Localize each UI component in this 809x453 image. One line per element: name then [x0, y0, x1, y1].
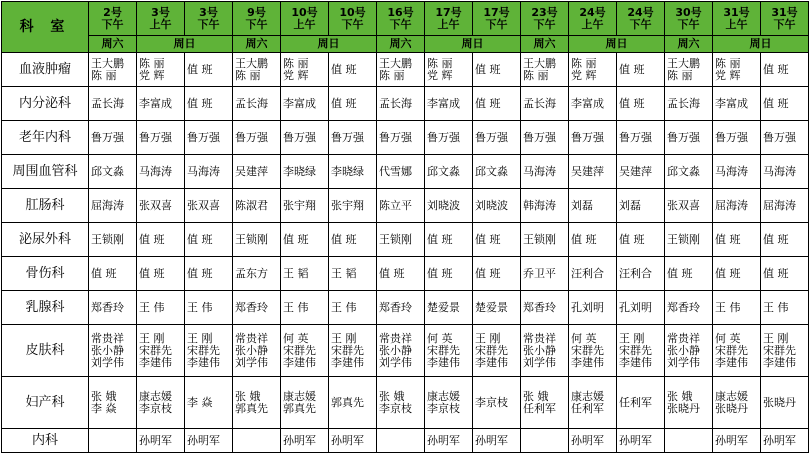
- schedule-cell: 康志媛 张晓丹: [713, 377, 761, 429]
- schedule-cell: [521, 429, 569, 453]
- schedule-cell: 孙明军: [569, 429, 617, 453]
- schedule-cell: 值 班: [329, 223, 377, 257]
- schedule-cell: [665, 429, 713, 453]
- schedule-cell: 鲁万强: [569, 121, 617, 155]
- schedule-cell: 邱文淼: [665, 155, 713, 189]
- schedule-cell: 值 班: [473, 257, 521, 291]
- schedule-cell: 值 班: [185, 223, 233, 257]
- schedule-cell: 鲁万强: [521, 121, 569, 155]
- schedule-cell: 王 刚 宋群先 李建伟: [617, 325, 665, 377]
- corner-header: 科 室: [2, 2, 89, 53]
- schedule-cell: 常贵祥 张小静 刘学伟: [377, 325, 425, 377]
- schedule-cell: 常贵祥 张小静 刘学伟: [233, 325, 281, 377]
- weekday-header: 周日: [281, 36, 377, 53]
- schedule-cell: 鲁万强: [377, 121, 425, 155]
- schedule-cell: 张宇翔: [281, 189, 329, 223]
- schedule-cell: 邱文淼: [473, 155, 521, 189]
- department-name: 妇产科: [2, 377, 89, 429]
- schedule-cell: 孙明军: [137, 429, 185, 453]
- duty-schedule-table: [1, 1, 809, 453]
- schedule-cell: 孙明军: [473, 429, 521, 453]
- schedule-cell: 鲁万强: [761, 121, 809, 155]
- schedule-cell: 孟长海: [233, 87, 281, 121]
- schedule-cell: 李晓绿: [329, 155, 377, 189]
- schedule-cell: 王大鹏 陈 丽: [377, 53, 425, 87]
- schedule-cell: 值 班: [761, 257, 809, 291]
- schedule-cell: 吴建萍: [569, 155, 617, 189]
- schedule-cell: 孙明军: [761, 429, 809, 453]
- schedule-cell: 何 英 宋群先 李建伟: [713, 325, 761, 377]
- schedule-cell: 郑香玲: [521, 291, 569, 325]
- department-name: 内分泌科: [2, 87, 89, 121]
- schedule-cell: 李富成: [713, 87, 761, 121]
- schedule-cell: 汪利合: [617, 257, 665, 291]
- schedule-cell: 值 班: [377, 257, 425, 291]
- department-name: 老年内科: [2, 121, 89, 155]
- slot-header: 10号 上午: [281, 2, 329, 36]
- schedule-cell: 王锁刚: [233, 223, 281, 257]
- weekday-header: 周六: [665, 36, 713, 53]
- schedule-cell: 楚爱景: [473, 291, 521, 325]
- slot-header: 2号 下午: [89, 2, 137, 36]
- schedule-cell: 张 娥 李京枝: [377, 377, 425, 429]
- schedule-cell: 陈淑君: [233, 189, 281, 223]
- slot-header: 24号 上午: [569, 2, 617, 36]
- slot-header: 31号 下午: [761, 2, 809, 36]
- schedule-cell: 王锁刚: [521, 223, 569, 257]
- schedule-cell: 王锁刚: [665, 223, 713, 257]
- schedule-cell: 陈 丽 党 辉: [425, 53, 473, 87]
- weekday-header: 周日: [569, 36, 665, 53]
- schedule-cell: 鲁万强: [137, 121, 185, 155]
- schedule-cell: 张晓丹: [761, 377, 809, 429]
- schedule-cell: 鲁万强: [329, 121, 377, 155]
- schedule-cell: 张双喜: [665, 189, 713, 223]
- schedule-cell: 孙明军: [281, 429, 329, 453]
- schedule-cell: 张双喜: [185, 189, 233, 223]
- schedule-cell: 常贵祥 张小静 刘学伟: [665, 325, 713, 377]
- department-name: 周围血管科: [2, 155, 89, 189]
- schedule-cell: 孟长海: [521, 87, 569, 121]
- schedule-cell: 马海涛: [713, 155, 761, 189]
- schedule-cell: 邱文淼: [89, 155, 137, 189]
- department-row: [2, 429, 809, 453]
- schedule-cell: 李 焱: [185, 377, 233, 429]
- department-name: 泌尿外科: [2, 223, 89, 257]
- schedule-cell: 鲁万强: [89, 121, 137, 155]
- schedule-cell: 马海涛: [185, 155, 233, 189]
- schedule-cell: 郑香玲: [233, 291, 281, 325]
- schedule-cell: 孟长海: [665, 87, 713, 121]
- schedule-cell: [377, 429, 425, 453]
- schedule-cell: 王 伟: [761, 291, 809, 325]
- schedule-cell: 张 娥 任利军: [521, 377, 569, 429]
- department-name: 骨伤科: [2, 257, 89, 291]
- schedule-cell: 何 英 宋群先 李建伟: [281, 325, 329, 377]
- schedule-cell: 代雪娜: [377, 155, 425, 189]
- schedule-cell: 屈海涛: [761, 189, 809, 223]
- schedule-cell: 马海涛: [761, 155, 809, 189]
- schedule-cell: 孙明军: [425, 429, 473, 453]
- schedule-cell: 鲁万强: [233, 121, 281, 155]
- schedule-cell: 吴建萍: [233, 155, 281, 189]
- schedule-cell: 值 班: [761, 53, 809, 87]
- schedule-cell: 鲁万强: [425, 121, 473, 155]
- schedule-cell: 马海涛: [521, 155, 569, 189]
- schedule-cell: 任利军: [617, 377, 665, 429]
- department-row: [2, 325, 809, 377]
- schedule-cell: 值 班: [425, 257, 473, 291]
- schedule-cell: 王 韬: [281, 257, 329, 291]
- weekday-header: 周六: [521, 36, 569, 53]
- header-row-weekdays: [2, 36, 809, 53]
- schedule-cell: 王 伟: [281, 291, 329, 325]
- schedule-cell: 邱文淼: [425, 155, 473, 189]
- schedule-cell: [89, 429, 137, 453]
- department-row: [2, 189, 809, 223]
- schedule-cell: 张 娥 郭真先: [233, 377, 281, 429]
- schedule-cell: 值 班: [185, 53, 233, 87]
- schedule-cell: 值 班: [569, 223, 617, 257]
- schedule-cell: 李晓绿: [281, 155, 329, 189]
- schedule-cell: 值 班: [617, 53, 665, 87]
- schedule-cell: 王 伟: [137, 291, 185, 325]
- schedule-cell: 王 伟: [713, 291, 761, 325]
- schedule-cell: 郭真先: [329, 377, 377, 429]
- slot-header: 9号 下午: [233, 2, 281, 36]
- schedule-cell: 陈 丽 党 辉: [137, 53, 185, 87]
- schedule-cell: 陈 丽 党 辉: [569, 53, 617, 87]
- schedule-cell: 值 班: [473, 223, 521, 257]
- schedule-cell: 乔卫平: [521, 257, 569, 291]
- schedule-cell: 李富成: [569, 87, 617, 121]
- schedule-cell: 孙明军: [713, 429, 761, 453]
- schedule-cell: 何 英 宋群先 李建伟: [569, 325, 617, 377]
- schedule-cell: 值 班: [713, 257, 761, 291]
- schedule-cell: 康志媛 李京枝: [425, 377, 473, 429]
- schedule-cell: 陈 丽 党 辉: [281, 53, 329, 87]
- schedule-cell: 值 班: [425, 223, 473, 257]
- slot-header: 3号 下午: [185, 2, 233, 36]
- schedule-cell: 值 班: [665, 257, 713, 291]
- slot-header: 30号 下午: [665, 2, 713, 36]
- schedule-cell: 值 班: [473, 87, 521, 121]
- schedule-cell: 王 刚 宋群先 李建伟: [473, 325, 521, 377]
- slot-header: 16号 下午: [377, 2, 425, 36]
- schedule-cell: 值 班: [329, 53, 377, 87]
- schedule-cell: 孙明军: [617, 429, 665, 453]
- schedule-cell: 王锁刚: [377, 223, 425, 257]
- weekday-header: 周日: [137, 36, 233, 53]
- weekday-header: 周日: [425, 36, 521, 53]
- schedule-cell: 鲁万强: [713, 121, 761, 155]
- department-name: 肛肠科: [2, 189, 89, 223]
- schedule-cell: 孟长海: [377, 87, 425, 121]
- schedule-cell: 楚爱景: [425, 291, 473, 325]
- slot-header: 31号 上午: [713, 2, 761, 36]
- schedule-cell: 王 刚 宋群先 李建伟: [185, 325, 233, 377]
- schedule-cell: 孙明军: [185, 429, 233, 453]
- schedule-cell: 孙明军: [329, 429, 377, 453]
- schedule-cell: 值 班: [89, 257, 137, 291]
- department-row: [2, 223, 809, 257]
- schedule-cell: 刘晓波: [425, 189, 473, 223]
- schedule-cell: 孔刘明: [569, 291, 617, 325]
- schedule-cell: 值 班: [137, 257, 185, 291]
- slot-header: 17号 下午: [473, 2, 521, 36]
- department-row: [2, 257, 809, 291]
- schedule-cell: 屈海涛: [713, 189, 761, 223]
- schedule-cell: 王大鹏 陈 丽: [665, 53, 713, 87]
- schedule-cell: 康志媛 任利军: [569, 377, 617, 429]
- schedule-cell: 李富成: [425, 87, 473, 121]
- schedule-cell: 屈海涛: [89, 189, 137, 223]
- schedule-cell: 孟长海: [89, 87, 137, 121]
- schedule-cell: 刘磊: [617, 189, 665, 223]
- schedule-cell: 王 刚 宋群先 李建伟: [761, 325, 809, 377]
- schedule-cell: 韩海涛: [521, 189, 569, 223]
- schedule-cell: 鲁万强: [281, 121, 329, 155]
- schedule-cell: 鲁万强: [473, 121, 521, 155]
- schedule-cell: 值 班: [329, 87, 377, 121]
- schedule-cell: 孔刘明: [617, 291, 665, 325]
- schedule-cell: 鲁万强: [665, 121, 713, 155]
- schedule-cell: 孟东方: [233, 257, 281, 291]
- department-name: 内科: [2, 429, 89, 453]
- schedule-cell: 王 伟: [329, 291, 377, 325]
- schedule-cell: 值 班: [761, 223, 809, 257]
- department-name: 乳腺科: [2, 291, 89, 325]
- schedule-cell: 李富成: [137, 87, 185, 121]
- schedule-cell: 马海涛: [137, 155, 185, 189]
- schedule-cell: 值 班: [473, 53, 521, 87]
- department-row: [2, 53, 809, 87]
- schedule-cell: 郑香玲: [377, 291, 425, 325]
- schedule-cell: 刘晓波: [473, 189, 521, 223]
- schedule-cell: 吴建萍: [617, 155, 665, 189]
- slot-header: 10号 下午: [329, 2, 377, 36]
- department-name: 皮肤科: [2, 325, 89, 377]
- department-name: 血液肿瘤: [2, 53, 89, 87]
- schedule-cell: 郑香玲: [89, 291, 137, 325]
- weekday-header: 周日: [713, 36, 809, 53]
- schedule-cell: 王锁刚: [89, 223, 137, 257]
- schedule-cell: 王大鹏 陈 丽: [521, 53, 569, 87]
- schedule-cell: 王 刚 宋群先 李建伟: [137, 325, 185, 377]
- schedule-cell: 张宇翔: [329, 189, 377, 223]
- schedule-cell: 常贵祥 张小静 刘学伟: [89, 325, 137, 377]
- weekday-header: 周六: [233, 36, 281, 53]
- schedule-cell: 康志媛 李京枝: [137, 377, 185, 429]
- slot-header: 24号 下午: [617, 2, 665, 36]
- department-row: [2, 87, 809, 121]
- schedule-cell: 值 班: [617, 87, 665, 121]
- department-row: [2, 121, 809, 155]
- header-row-slots: [2, 2, 809, 36]
- schedule-cell: 鲁万强: [185, 121, 233, 155]
- slot-header: 23号 下午: [521, 2, 569, 36]
- schedule-cell: 郑香玲: [665, 291, 713, 325]
- weekday-header: 周六: [377, 36, 425, 53]
- schedule-cell: 汪利合: [569, 257, 617, 291]
- schedule-cell: 李京枝: [473, 377, 521, 429]
- schedule-cell: 王大鹏 陈 丽: [233, 53, 281, 87]
- schedule-cell: 王 伟: [185, 291, 233, 325]
- slot-header: 17号 上午: [425, 2, 473, 36]
- schedule-cell: 陈立平: [377, 189, 425, 223]
- schedule-cell: 值 班: [137, 223, 185, 257]
- schedule-cell: 值 班: [761, 87, 809, 121]
- schedule-cell: 鲁万强: [617, 121, 665, 155]
- schedule-cell: 陈 丽 党 辉: [713, 53, 761, 87]
- schedule-cell: 值 班: [281, 223, 329, 257]
- schedule-cell: 张双喜: [137, 189, 185, 223]
- schedule-cell: 李富成: [281, 87, 329, 121]
- department-row: [2, 155, 809, 189]
- weekday-header: 周六: [89, 36, 137, 53]
- slot-header: 3号 上午: [137, 2, 185, 36]
- schedule-cell: 张 娥 李 焱: [89, 377, 137, 429]
- schedule-cell: [233, 429, 281, 453]
- schedule-cell: 王 韬: [329, 257, 377, 291]
- schedule-cell: 常贵祥 张小静 刘学伟: [521, 325, 569, 377]
- schedule-cell: 值 班: [617, 223, 665, 257]
- schedule-cell: 刘磊: [569, 189, 617, 223]
- schedule-cell: 王大鹏 陈 丽: [89, 53, 137, 87]
- schedule-cell: 张 娥 张晓丹: [665, 377, 713, 429]
- department-row: [2, 291, 809, 325]
- schedule-cell: 康志媛 郭真先: [281, 377, 329, 429]
- schedule-cell: 何 英 宋群先 李建伟: [425, 325, 473, 377]
- schedule-cell: 值 班: [185, 87, 233, 121]
- schedule-cell: 值 班: [185, 257, 233, 291]
- schedule-cell: 王 刚 宋群先 李建伟: [329, 325, 377, 377]
- schedule-cell: 值 班: [713, 223, 761, 257]
- department-row: [2, 377, 809, 429]
